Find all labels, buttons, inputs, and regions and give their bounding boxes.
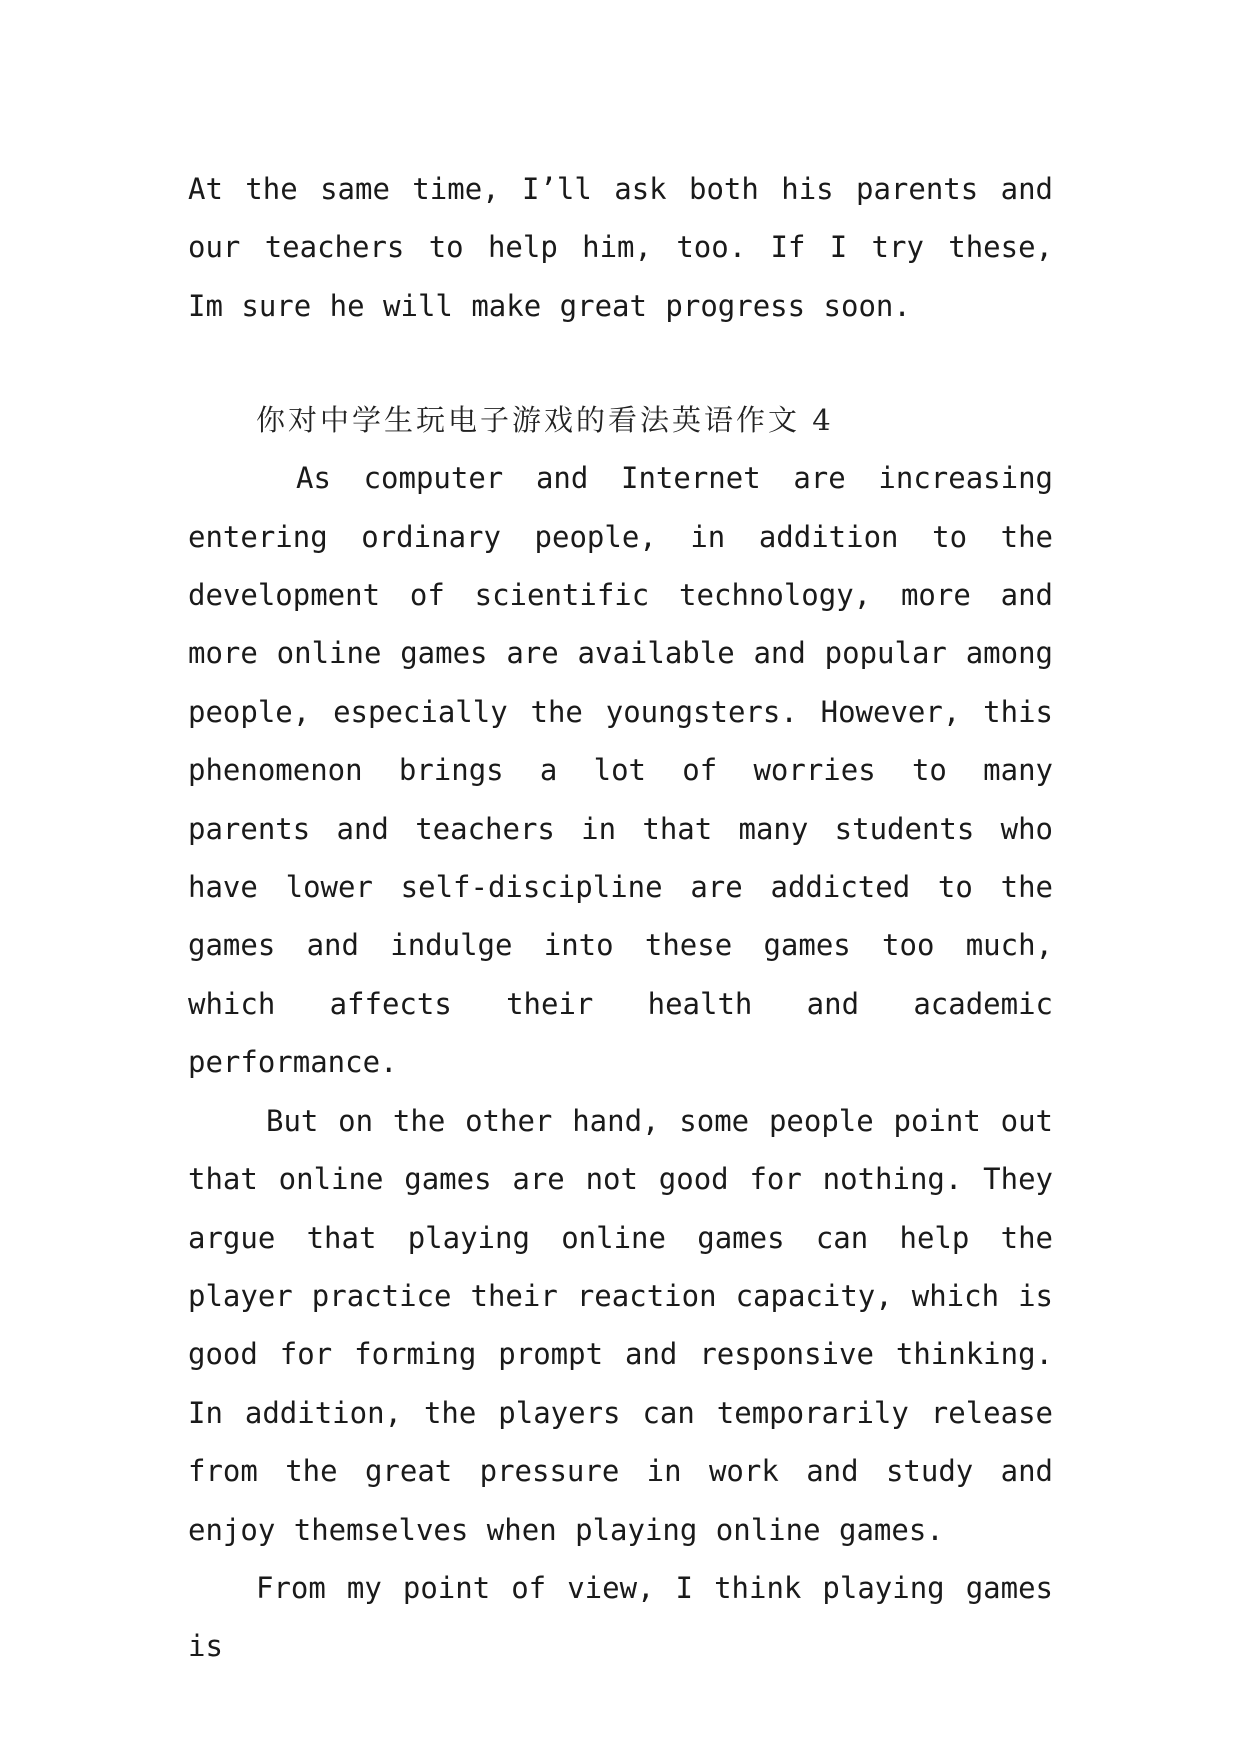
- paragraph-continuation: At the same time, I’ll ask both his parents and our teachers to help him, too. If I try these, Im sure he will make great progress soon.: [188, 172, 1053, 323]
- essay-heading: 你对中学生玩电子游戏的看法英语作文 4: [256, 403, 834, 438]
- paragraph-point-of-view: From my point of view, I think playing games is: [188, 1570, 1053, 1664]
- text-column: [188, 160, 1053, 1676]
- paragraph-computer-internet: As computer and Internet are increasing entering ordinary people, in addition to the development of scientific technology, more and more online games are available and popular among people, especially the youngsters. However, this phenomenon brings a lot of worries to many parents and teachers in that many students who have lower self-discipline are addicted to the games and indulge into these games too much, which affects their health and academic performance.: [188, 461, 1053, 1080]
- paragraph-other-hand: But on the other hand, some people point out that online games are not good for nothing. They argue that playing online games can help the player practice their reaction capacity, which is good for forming prompt and responsive thinking. In addition, the players can temporarily release from the great pressure in work and study and enjoy themselves when playing online games.: [188, 1103, 1053, 1547]
